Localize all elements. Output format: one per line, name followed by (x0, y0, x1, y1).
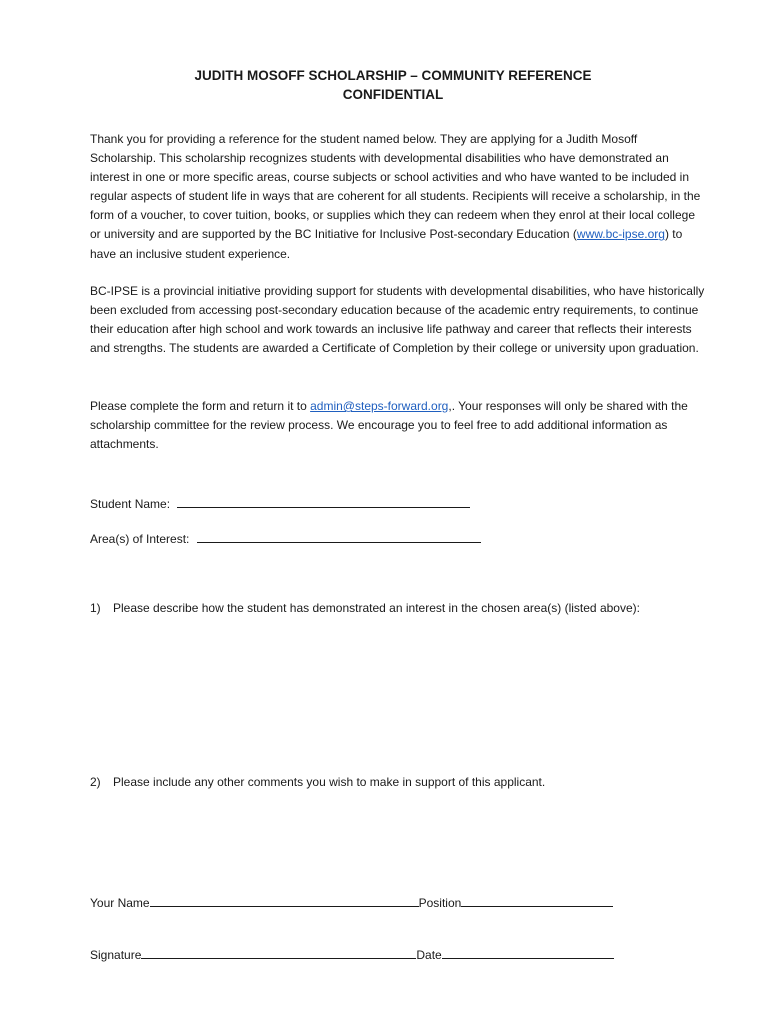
position-field[interactable] (461, 895, 613, 907)
intro-paragraph (90, 130, 705, 264)
email-link[interactable]: admin@steps-forward.org (310, 399, 449, 413)
date-field[interactable] (442, 947, 614, 959)
title-line-2: CONFIDENTIAL (342, 87, 444, 102)
areas-of-interest-label: Area(s) of Interest: (90, 532, 190, 546)
intro-text-2: ) to have an inclusive student experience. (90, 227, 683, 261)
question-2 (90, 773, 545, 791)
intro-text-1: Thank you for providing a reference for the student named below. They are applying for a Judith Mosoff Scholarship. This scholarship recognizes students with developmental disabilities who have demonstrated an interest in one or more specific areas, course subjects or school activities and who have wanted to be included in regular aspects of student life in ways that are coherent for all students. Recipients will receive a scholarship, in the form of a voucher, to cover tuition, books, or supplies which they can redeem when they enrol at their local college or university and are supported by the BC Initiative for Inclusive Post-secondary Education ( (90, 132, 701, 242)
signature-label: Signature (90, 948, 142, 962)
title-line-1: JUDITH MOSOFF SCHOLARSHIP – COMMUNITY REFERENCE (194, 68, 592, 83)
return-instructions (90, 397, 705, 454)
bc-ipse-link[interactable]: www.bc-ipse.org (576, 227, 665, 242)
question-2-text: Please include any other comments you wish to make in support of this applicant. (113, 775, 546, 789)
question-1-text: Please describe how the student has demonstrated an interest in the chosen area(s) (listed above): (113, 601, 640, 615)
student-name-row (90, 495, 470, 513)
position-label: Position (418, 896, 462, 910)
return-text-2: ,. Your responses will only be shared with the scholarship committee for the review process. We encourage you to feel free to add additional information as attachments. (90, 399, 688, 452)
student-name-field[interactable] (177, 496, 470, 508)
question-1-number: 1) (90, 601, 101, 615)
question-1 (90, 599, 640, 617)
areas-of-interest-field[interactable] (197, 531, 481, 543)
date-label: Date (416, 948, 442, 962)
student-name-label: Student Name: (90, 497, 171, 511)
your-name-field[interactable] (150, 895, 419, 907)
signature-field[interactable] (141, 947, 416, 959)
document-title (0, 66, 770, 104)
return-text-1: Please complete the form and return it to (90, 399, 311, 413)
your-name-row (90, 894, 613, 912)
question-2-number: 2) (90, 775, 101, 789)
your-name-label: Your Name (90, 896, 150, 910)
signature-row (90, 946, 614, 964)
bc-ipse-paragraph: BC-IPSE is a provincial initiative providing support for students with developmental disabilities, who have historically been excluded from accessing post-secondary education because of the academic entry requirements, to continue their education after high school and work towards an inclusive life pathway and career that reflects their interests and strengths. The students are awarded a Certificate of Completion by their college or university upon graduation. (90, 284, 705, 356)
areas-of-interest-row (90, 530, 481, 548)
